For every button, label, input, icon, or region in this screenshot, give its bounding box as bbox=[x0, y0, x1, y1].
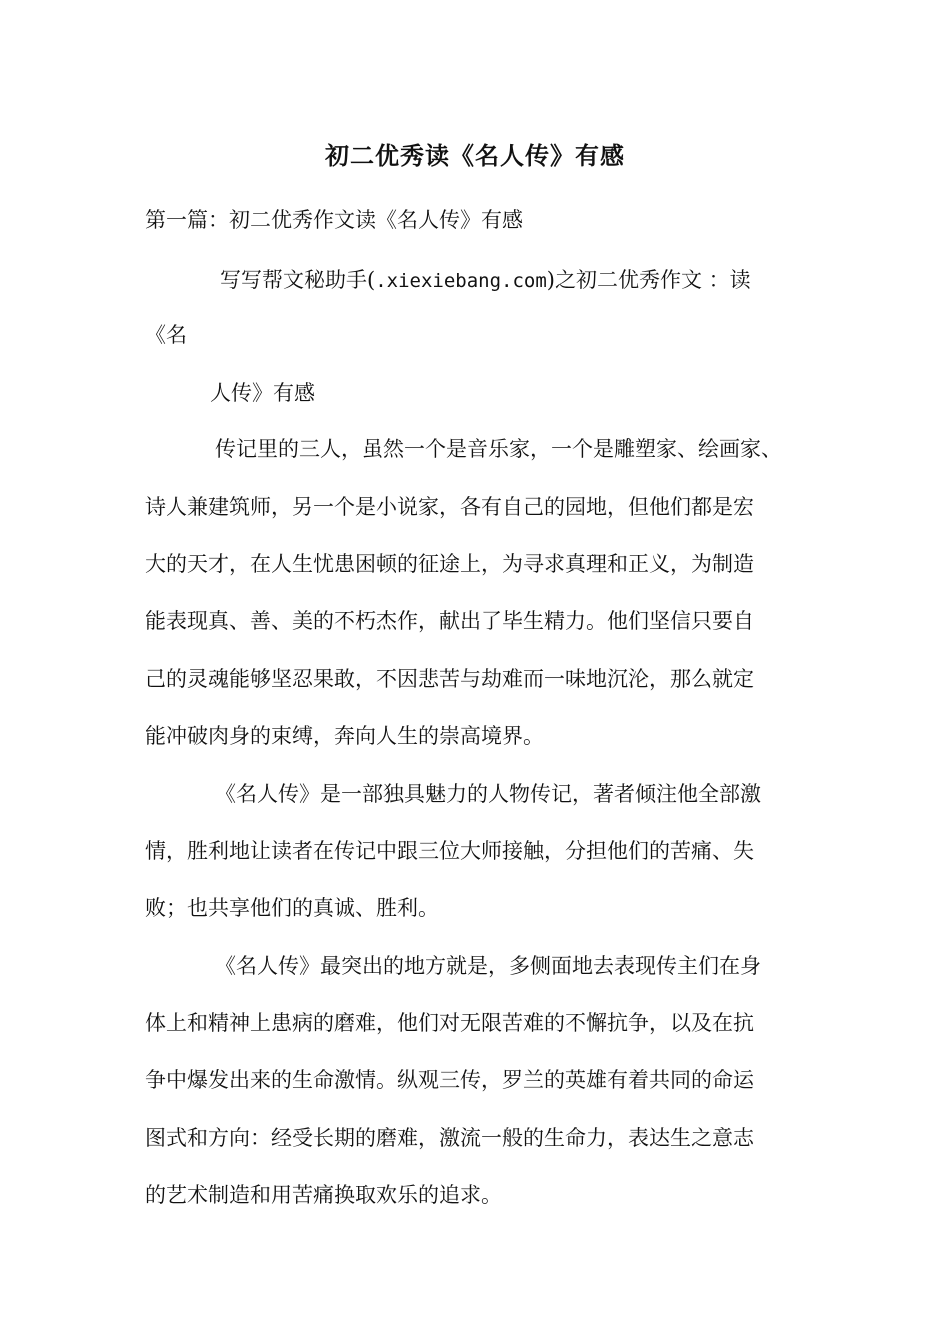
p3-line-4: 图式和方向：经受长期的磨难，激流一般的生命力，表达生之意志 bbox=[145, 1126, 754, 1150]
p1-line-1: 传记里的三人，虽然一个是音乐家，一个是雕塑家、绘画家、 bbox=[215, 437, 782, 461]
p1-line-4: 能表现真、善、美的不朽杰作，献出了毕生精力。他们坚信只要自 bbox=[145, 609, 754, 633]
intro-line-2: 《名 bbox=[145, 323, 187, 347]
p2-line-3: 败；也共享他们的真诚、胜利。 bbox=[145, 896, 439, 920]
p3-line-3: 争中爆发出来的生命激情。纵观三传，罗兰的英雄有着共同的命运 bbox=[145, 1068, 754, 1092]
intro-text-prefix: 写写帮文秘助手( bbox=[220, 268, 376, 292]
p2-line-1: 《名人传》是一部独具魅力的人物传记，著者倾注他全部激 bbox=[215, 782, 761, 806]
p2-line-2: 情，胜利地让读者在传记中跟三位大师接触，分担他们的苦痛、失 bbox=[145, 839, 754, 863]
intro-line-3: 人传》有感 bbox=[210, 381, 315, 405]
intro-url: .xiexiebang.com bbox=[375, 270, 547, 292]
intro-line-1 bbox=[220, 265, 751, 296]
intro-text-suffix: )之初二优秀作文 ：读 bbox=[546, 268, 751, 292]
section-heading: 第一篇：初二优秀作文读《名人传》有感 bbox=[145, 208, 523, 232]
p3-line-5: 的艺术制造和用苦痛换取欢乐的追求。 bbox=[145, 1183, 502, 1207]
document-title: 初二优秀读《名人传》有感 bbox=[325, 141, 625, 170]
p1-line-2: 诗人兼建筑师，另一个是小说家，各有自己的园地，但他们都是宏 bbox=[145, 495, 754, 519]
p1-line-3: 大的天才，在人生忧患困顿的征途上，为寻求真理和正义，为制造 bbox=[145, 552, 754, 576]
p3-line-2: 体上和精神上患病的磨难，他们对无限苦难的不懈抗争，以及在抗 bbox=[145, 1011, 754, 1035]
p1-line-6: 能冲破肉身的束缚，奔向人生的崇高境界。 bbox=[145, 724, 544, 748]
p3-line-1: 《名人传》最突出的地方就是，多侧面地去表现传主们在身 bbox=[215, 954, 761, 978]
p1-line-5: 己的灵魂能够坚忍果敢，不因悲苦与劫难而一味地沉沦，那么就定 bbox=[145, 667, 754, 691]
